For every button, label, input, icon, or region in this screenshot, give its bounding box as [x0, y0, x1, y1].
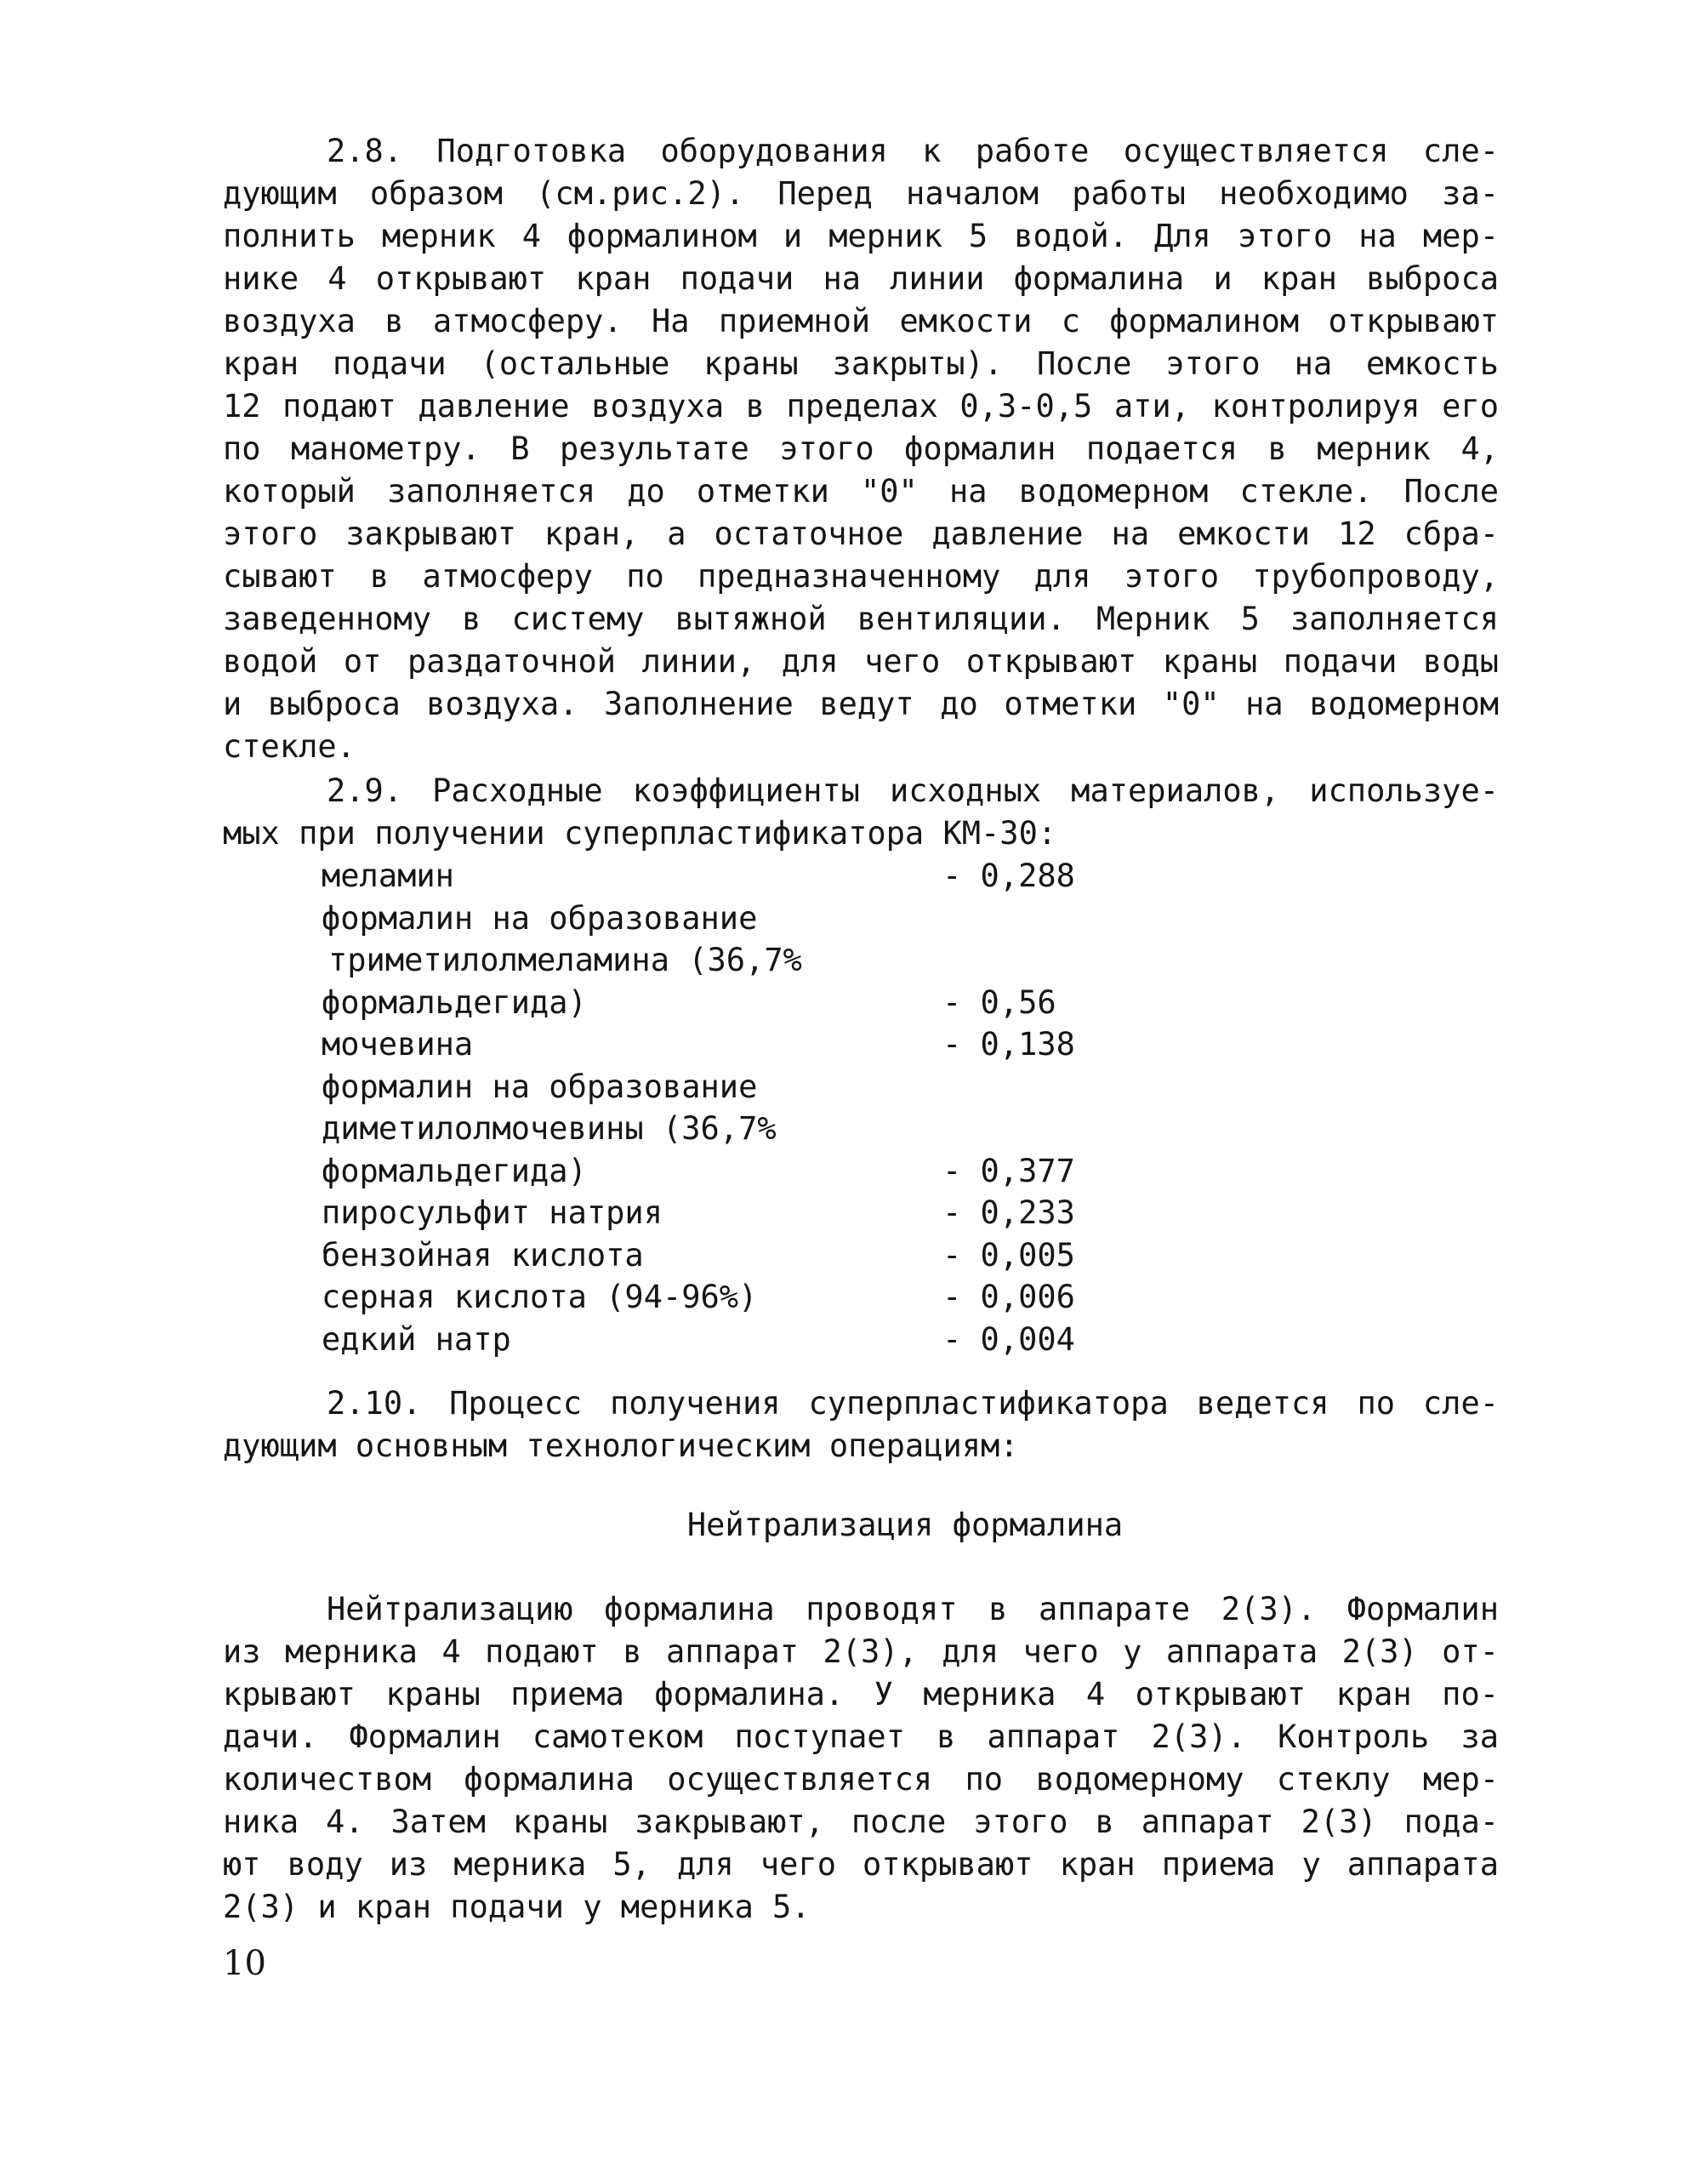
material-name: мочевина [322, 1026, 474, 1063]
text-line: из мерника 4 подают в аппарат 2(3), для чего у аппарата 2(3) от- [223, 1633, 1499, 1670]
material-coefficient: - 0,138 [942, 1026, 1075, 1063]
material-coefficient: - 0,004 [942, 1320, 1075, 1358]
text-line: который заполняется до отметки "0" на водомерном стекле. После [223, 473, 1499, 510]
text-line: 2(3) и кран подачи у мерника 5. [223, 1889, 811, 1925]
text-line: воздуха в атмосферу. На приемной емкости с формалином открывают [223, 303, 1499, 339]
text-line: нике 4 открывают кран подачи на линии формалина и кран выброса [223, 260, 1499, 297]
material-coefficient: - 0,005 [942, 1236, 1075, 1274]
material-name: формальдегида) [322, 983, 587, 1021]
material-name: триметилолмеламина (36,7% [328, 942, 802, 978]
material-row [322, 939, 1087, 982]
text-line: количеством формалина осуществляется по водомерному стеклу мер- [223, 1761, 1499, 1798]
text-line: и выброса воздуха. Заполнение ведут до отметки "0" на водомерном [223, 686, 1499, 722]
text-line: дачи. Формалин самотеком поступает в аппарат 2(3). Контроль за [223, 1718, 1499, 1755]
material-name: диметилолмочевины (36,7% [322, 1110, 777, 1147]
text-line: дующим образом (см.рис.2). Перед началом работы необходимо за- [223, 175, 1499, 212]
material-row [322, 1319, 1087, 1361]
text-line: дующим основным технологическим операциям: [223, 1428, 1019, 1464]
text-line: мых при получении суперпластификатора КМ-30: [223, 815, 1057, 852]
text-line: по манометру. В результате этого формалин подается в мерник 4, [223, 430, 1499, 467]
material-row [322, 898, 1087, 940]
section-heading: Нейтрализация формалина [686, 1507, 1124, 1543]
text-line: крывают краны приема формалина. У мерника 4 открывают кран по- [223, 1676, 1499, 1713]
text-line: Нейтрализацию формалина проводят в аппарате 2(3). Формалин [327, 1591, 1499, 1627]
material-name: серная кислота (94-96%) [322, 1279, 758, 1315]
materials-list [322, 855, 1087, 1360]
material-coefficient: - 0,56 [942, 983, 1056, 1021]
paragraph-2-8 [223, 130, 1499, 768]
material-row [322, 982, 1087, 1024]
material-row [322, 1234, 1087, 1277]
page-number: 10 [223, 1944, 266, 1983]
material-name: бензойная кислота [322, 1236, 644, 1274]
material-row [322, 855, 1087, 898]
text-line: 2.10. Процесс получения суперпластификатора ведется по сле- [327, 1385, 1499, 1422]
text-line: водой от раздаточной линии, для чего открывают краны подачи воды [223, 643, 1499, 680]
material-name: пиросульфит натрия [322, 1194, 663, 1231]
material-row [322, 1023, 1087, 1066]
text-line: сывают в атмосферу по предназначенному для этого трубопроводу, [223, 558, 1499, 595]
material-row [322, 1192, 1087, 1234]
material-name: меламин [322, 858, 454, 894]
text-line: полнить мерник 4 формалином и мерник 5 водой. Для этого на мер- [223, 218, 1499, 254]
material-name: формалин на образование [322, 899, 758, 937]
material-name: едкий натр [322, 1320, 511, 1358]
material-coefficient: - 0,288 [942, 858, 1075, 894]
text-line: ника 4. Затем краны закрывают, после этого в аппарат 2(3) пода- [223, 1804, 1499, 1840]
text-line: стекле. [223, 728, 356, 765]
text-line: заведенному в систему вытяжной вентиляции. Мерник 5 заполняется [223, 601, 1499, 637]
text-line: этого закрывают кран, а остаточное давление на емкости 12 сбра- [223, 516, 1499, 552]
paragraph-neutralization [223, 1588, 1499, 1929]
paragraph-2-9 [223, 770, 1499, 855]
material-coefficient: - 0,006 [942, 1279, 1075, 1315]
text-line: 12 подают давление воздуха в пределах 0,3-0,5 ати, контролируя его [223, 388, 1499, 425]
material-coefficient: - 0,233 [942, 1194, 1075, 1231]
text-line: ют воду из мерника 5, для чего открывают кран приема у аппарата [223, 1846, 1499, 1883]
material-name: формальдегида) [322, 1152, 587, 1189]
material-row [322, 1276, 1087, 1319]
text-line: кран подачи (остальные краны закрыты). После этого на емкость [223, 345, 1499, 382]
material-coefficient: - 0,377 [942, 1152, 1075, 1189]
material-row [322, 1108, 1087, 1150]
material-row [322, 1150, 1087, 1193]
text-line: 2.9. Расходные коэффициенты исходных материалов, используе- [327, 772, 1499, 809]
text-line: 2.8. Подготовка оборудования к работе осуществляется сле- [327, 133, 1499, 169]
paragraph-2-10 [223, 1382, 1499, 1468]
material-row [322, 1066, 1087, 1108]
material-name: формалин на образование [322, 1068, 758, 1105]
